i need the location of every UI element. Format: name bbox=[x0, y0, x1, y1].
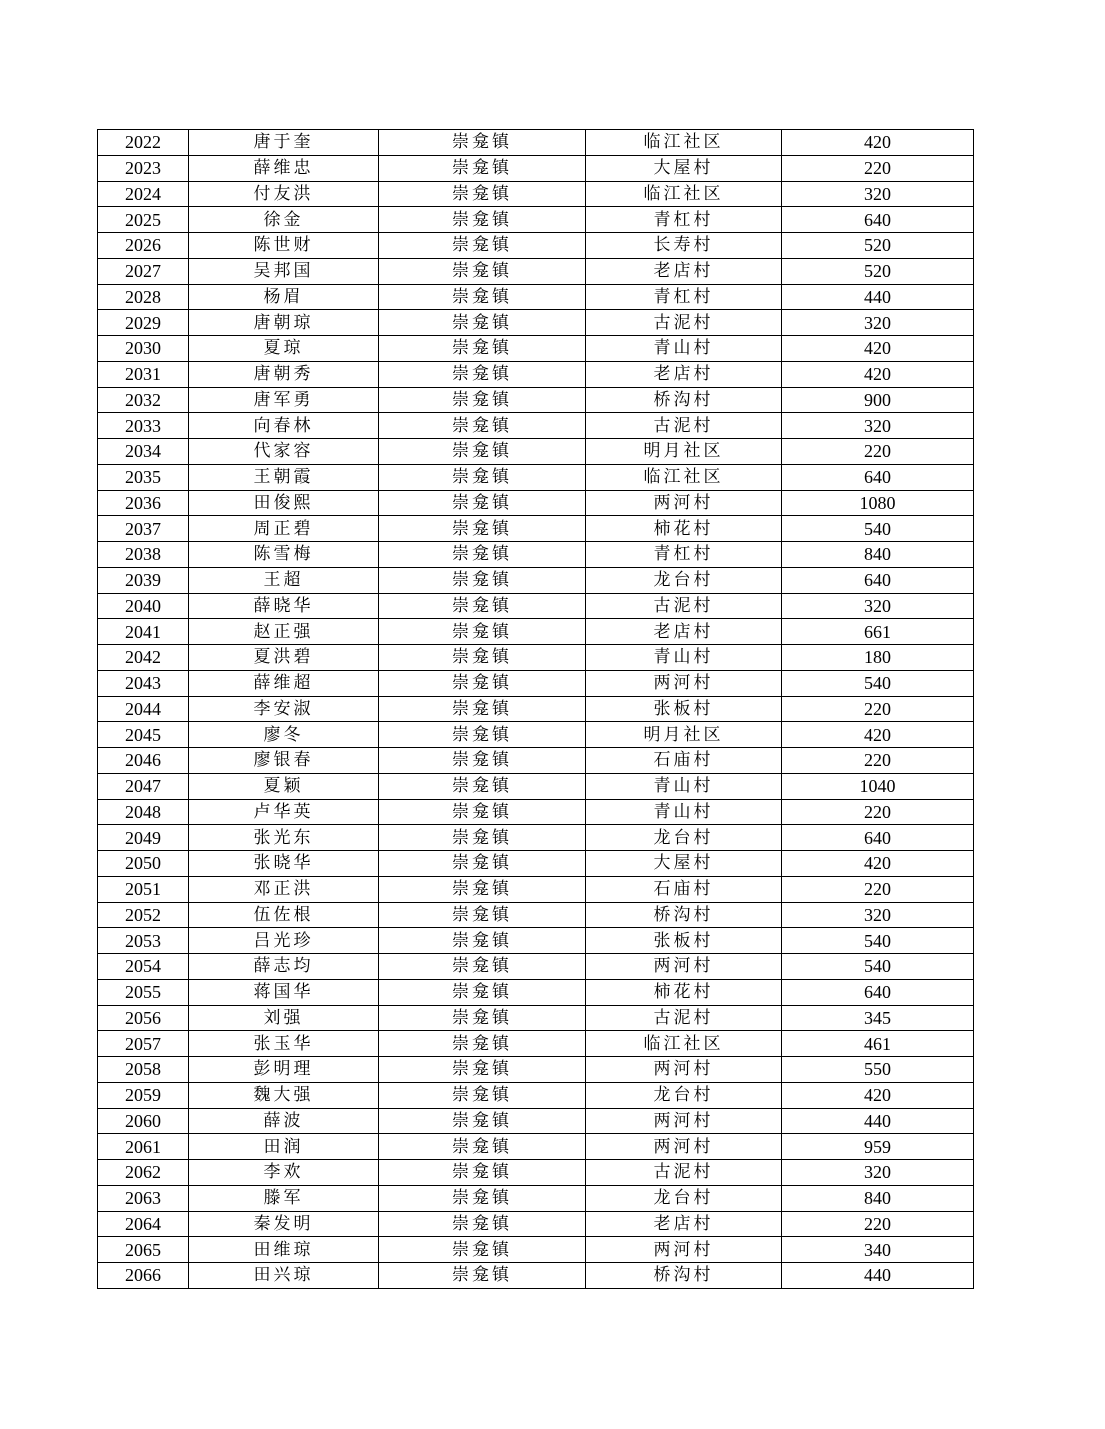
village-cell: 石庙村 bbox=[586, 876, 782, 902]
table-row bbox=[98, 1005, 974, 1031]
table-row bbox=[98, 979, 974, 1005]
town-cell: 崇龛镇 bbox=[379, 310, 586, 336]
town-cell: 崇龛镇 bbox=[379, 490, 586, 516]
row-number-cell: 2047 bbox=[98, 773, 189, 799]
name-cell: 邓正洪 bbox=[189, 876, 379, 902]
amount-cell: 661 bbox=[782, 619, 974, 645]
amount-cell: 340 bbox=[782, 1237, 974, 1263]
village-cell: 老店村 bbox=[586, 619, 782, 645]
village-cell: 石庙村 bbox=[586, 748, 782, 774]
name-cell: 唐于奎 bbox=[189, 130, 379, 156]
town-cell: 崇龛镇 bbox=[379, 1134, 586, 1160]
village-cell: 临江社区 bbox=[586, 130, 782, 156]
amount-cell: 1040 bbox=[782, 773, 974, 799]
village-cell: 龙台村 bbox=[586, 1185, 782, 1211]
village-cell: 临江社区 bbox=[586, 1031, 782, 1057]
town-cell: 崇龛镇 bbox=[379, 1237, 586, 1263]
row-number-cell: 2051 bbox=[98, 876, 189, 902]
amount-cell: 840 bbox=[782, 1185, 974, 1211]
amount-cell: 640 bbox=[782, 207, 974, 233]
town-cell: 崇龛镇 bbox=[379, 387, 586, 413]
table-row bbox=[98, 1263, 974, 1289]
row-number-cell: 2055 bbox=[98, 979, 189, 1005]
table-row bbox=[98, 696, 974, 722]
amount-cell: 420 bbox=[782, 1082, 974, 1108]
name-cell: 王朝霞 bbox=[189, 464, 379, 490]
name-cell: 向春林 bbox=[189, 413, 379, 439]
village-cell: 龙台村 bbox=[586, 825, 782, 851]
name-cell: 张晓华 bbox=[189, 851, 379, 877]
name-cell: 赵正强 bbox=[189, 619, 379, 645]
row-number-cell: 2046 bbox=[98, 748, 189, 774]
village-cell: 两河村 bbox=[586, 670, 782, 696]
row-number-cell: 2052 bbox=[98, 902, 189, 928]
amount-cell: 320 bbox=[782, 181, 974, 207]
amount-cell: 420 bbox=[782, 722, 974, 748]
name-cell: 杨眉 bbox=[189, 284, 379, 310]
town-cell: 崇龛镇 bbox=[379, 258, 586, 284]
village-cell: 明月社区 bbox=[586, 439, 782, 465]
village-cell: 古泥村 bbox=[586, 310, 782, 336]
village-cell: 两河村 bbox=[586, 490, 782, 516]
town-cell: 崇龛镇 bbox=[379, 439, 586, 465]
name-cell: 夏琼 bbox=[189, 336, 379, 362]
town-cell: 崇龛镇 bbox=[379, 1185, 586, 1211]
village-cell: 两河村 bbox=[586, 1134, 782, 1160]
table-row bbox=[98, 1108, 974, 1134]
row-number-cell: 2030 bbox=[98, 336, 189, 362]
name-cell: 陈雪梅 bbox=[189, 542, 379, 568]
village-cell: 龙台村 bbox=[586, 1082, 782, 1108]
row-number-cell: 2053 bbox=[98, 928, 189, 954]
name-cell: 夏洪碧 bbox=[189, 645, 379, 671]
amount-cell: 540 bbox=[782, 516, 974, 542]
name-cell: 李安淑 bbox=[189, 696, 379, 722]
amount-cell: 840 bbox=[782, 542, 974, 568]
name-cell: 李欢 bbox=[189, 1160, 379, 1186]
table-body bbox=[98, 130, 974, 1289]
amount-cell: 320 bbox=[782, 1160, 974, 1186]
row-number-cell: 2032 bbox=[98, 387, 189, 413]
row-number-cell: 2056 bbox=[98, 1005, 189, 1031]
table-row bbox=[98, 284, 974, 310]
table-row bbox=[98, 619, 974, 645]
table-row bbox=[98, 155, 974, 181]
amount-cell: 461 bbox=[782, 1031, 974, 1057]
town-cell: 崇龛镇 bbox=[379, 1211, 586, 1237]
row-number-cell: 2029 bbox=[98, 310, 189, 336]
row-number-cell: 2065 bbox=[98, 1237, 189, 1263]
village-cell: 两河村 bbox=[586, 1057, 782, 1083]
table-row bbox=[98, 567, 974, 593]
village-cell: 大屋村 bbox=[586, 155, 782, 181]
table-row bbox=[98, 490, 974, 516]
name-cell: 田维琼 bbox=[189, 1237, 379, 1263]
name-cell: 田兴琼 bbox=[189, 1263, 379, 1289]
data-table bbox=[97, 129, 974, 1289]
row-number-cell: 2044 bbox=[98, 696, 189, 722]
amount-cell: 220 bbox=[782, 748, 974, 774]
town-cell: 崇龛镇 bbox=[379, 567, 586, 593]
town-cell: 崇龛镇 bbox=[379, 207, 586, 233]
row-number-cell: 2036 bbox=[98, 490, 189, 516]
village-cell: 临江社区 bbox=[586, 464, 782, 490]
amount-cell: 640 bbox=[782, 979, 974, 1005]
row-number-cell: 2066 bbox=[98, 1263, 189, 1289]
name-cell: 廖银春 bbox=[189, 748, 379, 774]
town-cell: 崇龛镇 bbox=[379, 1263, 586, 1289]
name-cell: 田俊熙 bbox=[189, 490, 379, 516]
row-number-cell: 2058 bbox=[98, 1057, 189, 1083]
amount-cell: 440 bbox=[782, 284, 974, 310]
village-cell: 张板村 bbox=[586, 696, 782, 722]
name-cell: 刘强 bbox=[189, 1005, 379, 1031]
amount-cell: 520 bbox=[782, 258, 974, 284]
table-row bbox=[98, 851, 974, 877]
village-cell: 张板村 bbox=[586, 928, 782, 954]
town-cell: 崇龛镇 bbox=[379, 928, 586, 954]
table-row bbox=[98, 1160, 974, 1186]
village-cell: 桥沟村 bbox=[586, 387, 782, 413]
table-row bbox=[98, 387, 974, 413]
town-cell: 崇龛镇 bbox=[379, 130, 586, 156]
town-cell: 崇龛镇 bbox=[379, 1057, 586, 1083]
town-cell: 崇龛镇 bbox=[379, 748, 586, 774]
name-cell: 吴邦国 bbox=[189, 258, 379, 284]
name-cell: 唐朝琼 bbox=[189, 310, 379, 336]
table-row bbox=[98, 439, 974, 465]
name-cell: 吕光珍 bbox=[189, 928, 379, 954]
table-row bbox=[98, 722, 974, 748]
village-cell: 老店村 bbox=[586, 1211, 782, 1237]
name-cell: 张玉华 bbox=[189, 1031, 379, 1057]
amount-cell: 900 bbox=[782, 387, 974, 413]
village-cell: 老店村 bbox=[586, 258, 782, 284]
town-cell: 崇龛镇 bbox=[379, 954, 586, 980]
village-cell: 柿花村 bbox=[586, 979, 782, 1005]
town-cell: 崇龛镇 bbox=[379, 1031, 586, 1057]
amount-cell: 1080 bbox=[782, 490, 974, 516]
name-cell: 周正碧 bbox=[189, 516, 379, 542]
table-row bbox=[98, 593, 974, 619]
town-cell: 崇龛镇 bbox=[379, 851, 586, 877]
amount-cell: 420 bbox=[782, 336, 974, 362]
row-number-cell: 2023 bbox=[98, 155, 189, 181]
name-cell: 代家容 bbox=[189, 439, 379, 465]
row-number-cell: 2063 bbox=[98, 1185, 189, 1211]
amount-cell: 420 bbox=[782, 851, 974, 877]
town-cell: 崇龛镇 bbox=[379, 1082, 586, 1108]
village-cell: 青杠村 bbox=[586, 207, 782, 233]
amount-cell: 420 bbox=[782, 130, 974, 156]
village-cell: 桥沟村 bbox=[586, 902, 782, 928]
table-row bbox=[98, 876, 974, 902]
table-row bbox=[98, 1031, 974, 1057]
table-row bbox=[98, 310, 974, 336]
row-number-cell: 2048 bbox=[98, 799, 189, 825]
table-row bbox=[98, 1237, 974, 1263]
row-number-cell: 2062 bbox=[98, 1160, 189, 1186]
town-cell: 崇龛镇 bbox=[379, 336, 586, 362]
table-row bbox=[98, 130, 974, 156]
table-row bbox=[98, 233, 974, 259]
amount-cell: 320 bbox=[782, 593, 974, 619]
town-cell: 崇龛镇 bbox=[379, 645, 586, 671]
name-cell: 魏大强 bbox=[189, 1082, 379, 1108]
name-cell: 薛晓华 bbox=[189, 593, 379, 619]
name-cell: 薛志均 bbox=[189, 954, 379, 980]
amount-cell: 220 bbox=[782, 155, 974, 181]
row-number-cell: 2042 bbox=[98, 645, 189, 671]
amount-cell: 420 bbox=[782, 361, 974, 387]
row-number-cell: 2043 bbox=[98, 670, 189, 696]
town-cell: 崇龛镇 bbox=[379, 464, 586, 490]
town-cell: 崇龛镇 bbox=[379, 516, 586, 542]
table-row bbox=[98, 799, 974, 825]
row-number-cell: 2060 bbox=[98, 1108, 189, 1134]
name-cell: 唐朝秀 bbox=[189, 361, 379, 387]
row-number-cell: 2050 bbox=[98, 851, 189, 877]
row-number-cell: 2064 bbox=[98, 1211, 189, 1237]
town-cell: 崇龛镇 bbox=[379, 1160, 586, 1186]
village-cell: 青杠村 bbox=[586, 284, 782, 310]
name-cell: 卢华英 bbox=[189, 799, 379, 825]
name-cell: 伍佐根 bbox=[189, 902, 379, 928]
town-cell: 崇龛镇 bbox=[379, 825, 586, 851]
village-cell: 古泥村 bbox=[586, 413, 782, 439]
town-cell: 崇龛镇 bbox=[379, 619, 586, 645]
village-cell: 青山村 bbox=[586, 336, 782, 362]
village-cell: 老店村 bbox=[586, 361, 782, 387]
village-cell: 青山村 bbox=[586, 799, 782, 825]
name-cell: 滕军 bbox=[189, 1185, 379, 1211]
table-row bbox=[98, 928, 974, 954]
row-number-cell: 2033 bbox=[98, 413, 189, 439]
town-cell: 崇龛镇 bbox=[379, 1005, 586, 1031]
table-row bbox=[98, 1057, 974, 1083]
row-number-cell: 2041 bbox=[98, 619, 189, 645]
town-cell: 崇龛镇 bbox=[379, 902, 586, 928]
name-cell: 田润 bbox=[189, 1134, 379, 1160]
town-cell: 崇龛镇 bbox=[379, 361, 586, 387]
table-row bbox=[98, 1134, 974, 1160]
table-row bbox=[98, 464, 974, 490]
row-number-cell: 2031 bbox=[98, 361, 189, 387]
row-number-cell: 2034 bbox=[98, 439, 189, 465]
village-cell: 青山村 bbox=[586, 645, 782, 671]
row-number-cell: 2026 bbox=[98, 233, 189, 259]
town-cell: 崇龛镇 bbox=[379, 979, 586, 1005]
table-row bbox=[98, 1082, 974, 1108]
amount-cell: 640 bbox=[782, 567, 974, 593]
table-row bbox=[98, 645, 974, 671]
table-row bbox=[98, 670, 974, 696]
amount-cell: 220 bbox=[782, 696, 974, 722]
town-cell: 崇龛镇 bbox=[379, 233, 586, 259]
row-number-cell: 2022 bbox=[98, 130, 189, 156]
name-cell: 秦发明 bbox=[189, 1211, 379, 1237]
town-cell: 崇龛镇 bbox=[379, 670, 586, 696]
village-cell: 明月社区 bbox=[586, 722, 782, 748]
row-number-cell: 2040 bbox=[98, 593, 189, 619]
table-row bbox=[98, 748, 974, 774]
town-cell: 崇龛镇 bbox=[379, 284, 586, 310]
amount-cell: 320 bbox=[782, 413, 974, 439]
row-number-cell: 2039 bbox=[98, 567, 189, 593]
town-cell: 崇龛镇 bbox=[379, 1108, 586, 1134]
town-cell: 崇龛镇 bbox=[379, 799, 586, 825]
town-cell: 崇龛镇 bbox=[379, 773, 586, 799]
row-number-cell: 2027 bbox=[98, 258, 189, 284]
row-number-cell: 2057 bbox=[98, 1031, 189, 1057]
amount-cell: 540 bbox=[782, 670, 974, 696]
name-cell: 廖冬 bbox=[189, 722, 379, 748]
row-number-cell: 2024 bbox=[98, 181, 189, 207]
village-cell: 桥沟村 bbox=[586, 1263, 782, 1289]
name-cell: 陈世财 bbox=[189, 233, 379, 259]
table-row bbox=[98, 825, 974, 851]
town-cell: 崇龛镇 bbox=[379, 413, 586, 439]
name-cell: 彭明理 bbox=[189, 1057, 379, 1083]
table-row bbox=[98, 361, 974, 387]
amount-cell: 220 bbox=[782, 1211, 974, 1237]
village-cell: 两河村 bbox=[586, 954, 782, 980]
town-cell: 崇龛镇 bbox=[379, 155, 586, 181]
amount-cell: 440 bbox=[782, 1263, 974, 1289]
amount-cell: 220 bbox=[782, 876, 974, 902]
amount-cell: 345 bbox=[782, 1005, 974, 1031]
table-row bbox=[98, 336, 974, 362]
name-cell: 夏颖 bbox=[189, 773, 379, 799]
amount-cell: 320 bbox=[782, 310, 974, 336]
amount-cell: 220 bbox=[782, 439, 974, 465]
row-number-cell: 2049 bbox=[98, 825, 189, 851]
table-row bbox=[98, 413, 974, 439]
amount-cell: 540 bbox=[782, 954, 974, 980]
name-cell: 薛波 bbox=[189, 1108, 379, 1134]
row-number-cell: 2035 bbox=[98, 464, 189, 490]
amount-cell: 440 bbox=[782, 1108, 974, 1134]
amount-cell: 540 bbox=[782, 928, 974, 954]
row-number-cell: 2038 bbox=[98, 542, 189, 568]
amount-cell: 320 bbox=[782, 902, 974, 928]
row-number-cell: 2025 bbox=[98, 207, 189, 233]
row-number-cell: 2061 bbox=[98, 1134, 189, 1160]
village-cell: 龙台村 bbox=[586, 567, 782, 593]
town-cell: 崇龛镇 bbox=[379, 181, 586, 207]
amount-cell: 220 bbox=[782, 799, 974, 825]
table-row bbox=[98, 516, 974, 542]
town-cell: 崇龛镇 bbox=[379, 542, 586, 568]
row-number-cell: 2054 bbox=[98, 954, 189, 980]
name-cell: 张光东 bbox=[189, 825, 379, 851]
amount-cell: 640 bbox=[782, 825, 974, 851]
row-number-cell: 2037 bbox=[98, 516, 189, 542]
town-cell: 崇龛镇 bbox=[379, 593, 586, 619]
table-row bbox=[98, 1211, 974, 1237]
name-cell: 薛维忠 bbox=[189, 155, 379, 181]
name-cell: 王超 bbox=[189, 567, 379, 593]
table-row bbox=[98, 773, 974, 799]
name-cell: 付友洪 bbox=[189, 181, 379, 207]
village-cell: 古泥村 bbox=[586, 1005, 782, 1031]
table-row bbox=[98, 258, 974, 284]
amount-cell: 640 bbox=[782, 464, 974, 490]
name-cell: 蒋国华 bbox=[189, 979, 379, 1005]
amount-cell: 959 bbox=[782, 1134, 974, 1160]
table-row bbox=[98, 1185, 974, 1211]
amount-cell: 180 bbox=[782, 645, 974, 671]
table-row bbox=[98, 181, 974, 207]
table-row bbox=[98, 954, 974, 980]
village-cell: 青山村 bbox=[586, 773, 782, 799]
village-cell: 青杠村 bbox=[586, 542, 782, 568]
table-row bbox=[98, 207, 974, 233]
amount-cell: 550 bbox=[782, 1057, 974, 1083]
village-cell: 临江社区 bbox=[586, 181, 782, 207]
town-cell: 崇龛镇 bbox=[379, 876, 586, 902]
village-cell: 柿花村 bbox=[586, 516, 782, 542]
row-number-cell: 2045 bbox=[98, 722, 189, 748]
table-row bbox=[98, 902, 974, 928]
name-cell: 徐金 bbox=[189, 207, 379, 233]
amount-cell: 520 bbox=[782, 233, 974, 259]
row-number-cell: 2028 bbox=[98, 284, 189, 310]
village-cell: 两河村 bbox=[586, 1237, 782, 1263]
village-cell: 两河村 bbox=[586, 1108, 782, 1134]
village-cell: 大屋村 bbox=[586, 851, 782, 877]
village-cell: 古泥村 bbox=[586, 1160, 782, 1186]
row-number-cell: 2059 bbox=[98, 1082, 189, 1108]
name-cell: 唐军勇 bbox=[189, 387, 379, 413]
town-cell: 崇龛镇 bbox=[379, 696, 586, 722]
village-cell: 长寿村 bbox=[586, 233, 782, 259]
village-cell: 古泥村 bbox=[586, 593, 782, 619]
table-row bbox=[98, 542, 974, 568]
town-cell: 崇龛镇 bbox=[379, 722, 586, 748]
name-cell: 薛维超 bbox=[189, 670, 379, 696]
